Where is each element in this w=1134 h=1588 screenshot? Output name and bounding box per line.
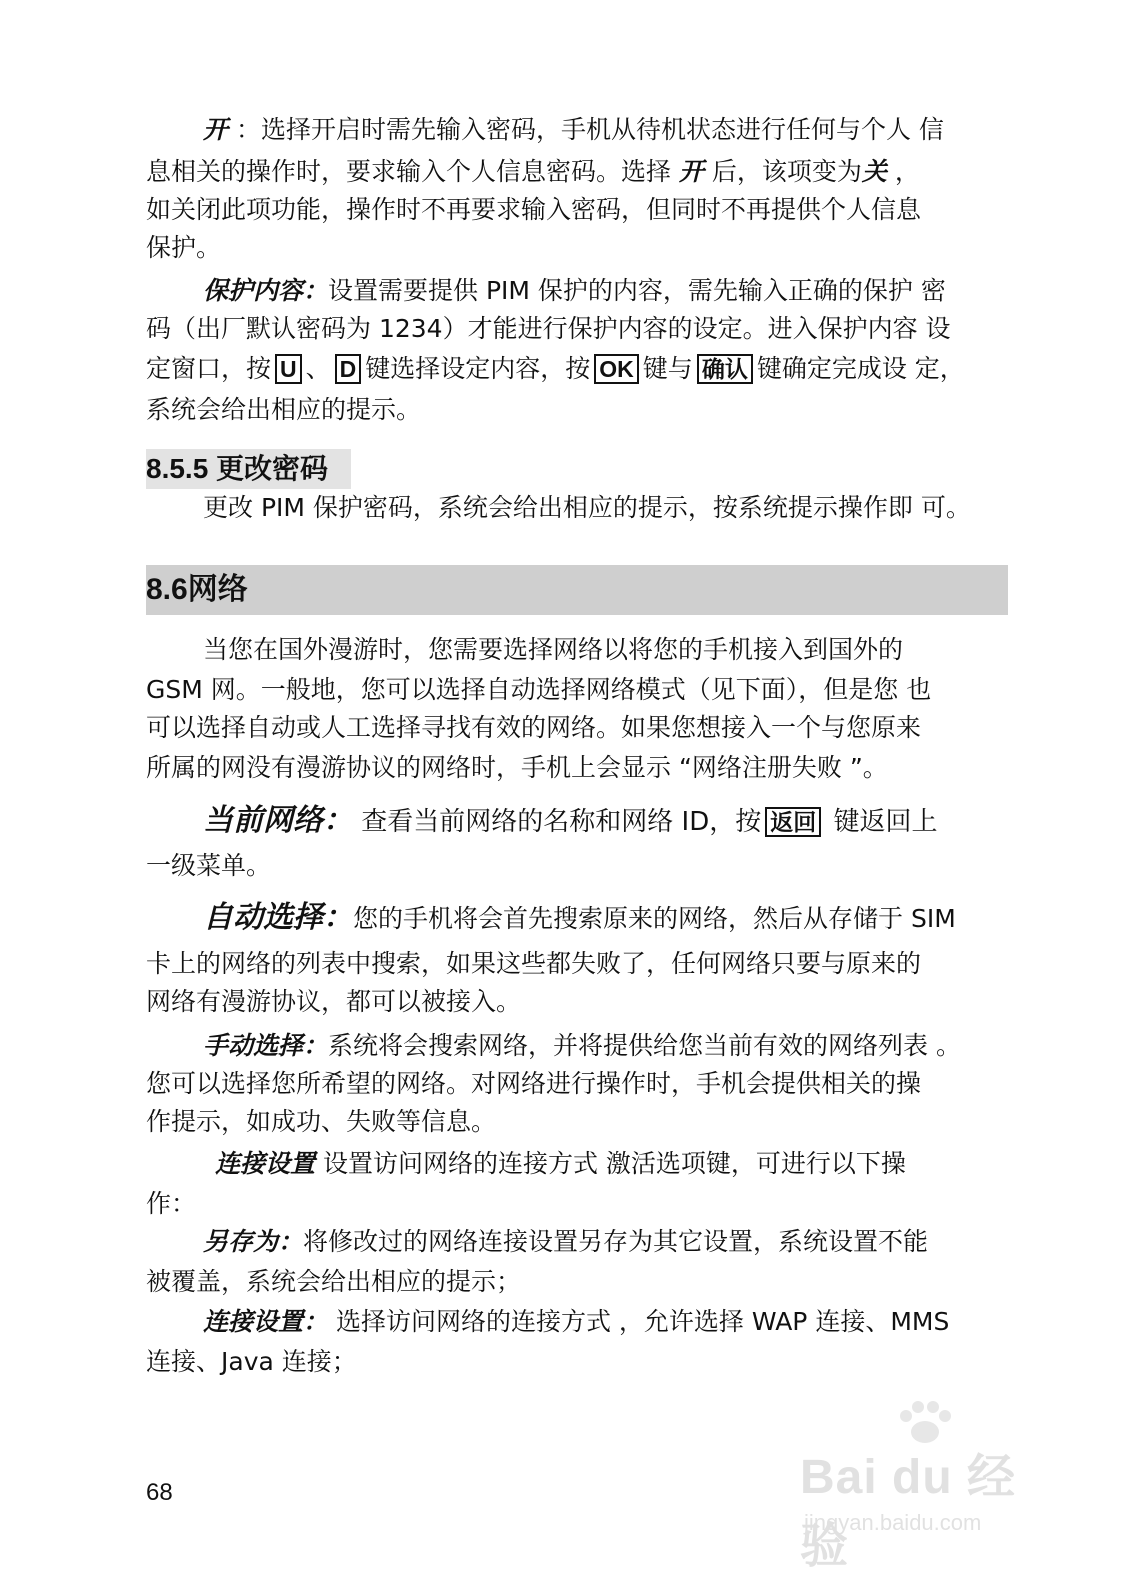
- para-network-line-4: 所属的网没有漫游协议的网络时，手机上会显示 “网络注册失败 ”。: [146, 753, 888, 782]
- para-auto-line-2: 卡上的网络的列表中搜索，如果这些都失败了，任何网络只要与原来的: [146, 949, 922, 978]
- para-saveas-line-1: [203, 1226, 928, 1258]
- para-open-text-2a: 息相关的操作时，要求输入个人信息密码。选择: [146, 157, 679, 186]
- para-protect-text-3a: 定窗口，按: [146, 354, 272, 383]
- para-current-line-1: [203, 805, 937, 838]
- subsection-body: 更改 PIM 保护密码，系统会给出相应的提示，按系统提示操作即 可。: [203, 493, 971, 522]
- para-auto-line-1: [203, 902, 956, 935]
- para-conn-line-2: 作：: [146, 1189, 197, 1218]
- subsection-heading: 8.5.5 更改密码: [146, 449, 351, 489]
- term-open-inline: 开: [678, 157, 704, 186]
- para-current-line-2: 一级菜单。: [146, 851, 272, 880]
- page-number: 68: [146, 1479, 173, 1506]
- para-auto-text-1: 您的手机将会首先搜索原来的网络，然后从存储于 SIM: [353, 904, 956, 933]
- para-open-text-1: ：选择开启时需先输入密码，手机从待机状态进行任何与个人 信: [235, 115, 944, 144]
- para-protect-line-4: 系统会给出相应的提示。: [146, 395, 422, 424]
- key-back: 返回: [765, 807, 821, 837]
- para-open-line-4: 保护。: [146, 233, 222, 262]
- term-open: 开: [203, 115, 229, 144]
- para-saveas-line-2: 被覆盖，系统会给出相应的提示；: [146, 1267, 522, 1296]
- para-protect-text-3b: 、: [305, 354, 331, 383]
- para-open-text-2c: ，: [886, 157, 920, 186]
- para-conn-text-1: 设置访问网络的连接方式 激活选项键，可进行以下操: [315, 1149, 906, 1178]
- para-network-line-2: GSM 网。一般地，您可以选择自动选择网络模式（见下面），但是您 也: [146, 675, 932, 704]
- para-open-line-1: [203, 114, 944, 146]
- para-protect-line-2: 码（出厂默认密码为 1234）才能进行保护内容的设定。进入保护内容 设: [146, 314, 951, 343]
- key-d: D: [335, 354, 362, 384]
- para-manual-line-2: 您可以选择您所希望的网络。对网络进行操作时，手机会提供相关的操: [146, 1069, 922, 1098]
- para-connset-line-1: [203, 1306, 949, 1338]
- para-network-line-3: 可以选择自动或人工选择寻找有效的网络。如果您想接入一个与您原来: [146, 713, 922, 742]
- para-open-line-3: 如关闭此项功能，操作时不再要求输入密码，但同时不再提供个人信息: [146, 195, 922, 224]
- para-open-text-2b: 后，该项变为: [703, 157, 862, 186]
- para-connset-text-1: 选择访问网络的连接方式 ，允许选择 WAP 连接、MMS: [328, 1307, 950, 1336]
- para-protect-line-3: [146, 353, 965, 385]
- term-auto-select: 自动选择：: [203, 900, 353, 935]
- para-manual-line-3: 作提示，如成功、失败等信息。: [146, 1107, 497, 1136]
- key-ok: OK: [594, 354, 639, 384]
- term-close-inline: 关: [861, 157, 887, 186]
- para-auto-line-3: 网络有漫游协议，都可以被接入。: [146, 987, 522, 1016]
- term-connection-settings: 连接设置: [215, 1149, 316, 1178]
- term-connection-settings-2: 连接设置：: [203, 1307, 329, 1336]
- para-manual-text-1: 系统将会搜索网络，并将提供给您当前有效的网络列表 。: [328, 1031, 961, 1060]
- para-protect-text-1: 设置需要提供 PIM 保护的内容，需先输入正确的保护 密: [328, 276, 946, 305]
- section-heading: 8.6网络: [146, 565, 1008, 615]
- baidu-watermark: [800, 1398, 1060, 1573]
- key-confirm: 确认: [697, 354, 753, 384]
- para-protect-text-3d: 键与: [642, 354, 693, 383]
- term-current-network: 当前网络：: [203, 803, 353, 838]
- para-protect-text-3e: 键确定完成设 定，: [756, 354, 965, 383]
- term-save-as: 另存为：: [203, 1227, 304, 1256]
- para-connset-line-2: 连接、Java 连接；: [146, 1347, 357, 1376]
- para-current-text-1b: 键返回上: [825, 807, 938, 837]
- watermark-url: jingyan.baidu.com: [804, 1510, 982, 1535]
- watermark-logo: Bai du 经验: [800, 1451, 1017, 1573]
- para-manual-line-1: [203, 1030, 961, 1062]
- para-protect-text-3c: 键选择设定内容，按: [365, 354, 591, 383]
- para-current-text-1a: 查看当前网络的名称和网络 ID，按: [353, 807, 762, 837]
- key-u: U: [275, 354, 302, 384]
- term-manual-select: 手动选择：: [203, 1031, 329, 1060]
- term-protect-content: 保护内容：: [203, 276, 329, 305]
- para-protect-line-1: [203, 275, 946, 307]
- para-open-line-2: [146, 156, 920, 188]
- para-network-line-1: 当您在国外漫游时，您需要选择网络以将您的手机接入到国外的: [203, 635, 904, 664]
- para-conn-line-1: [215, 1148, 906, 1180]
- para-saveas-text-1: 将修改过的网络连接设置另存为其它设置，系统设置不能: [303, 1227, 929, 1256]
